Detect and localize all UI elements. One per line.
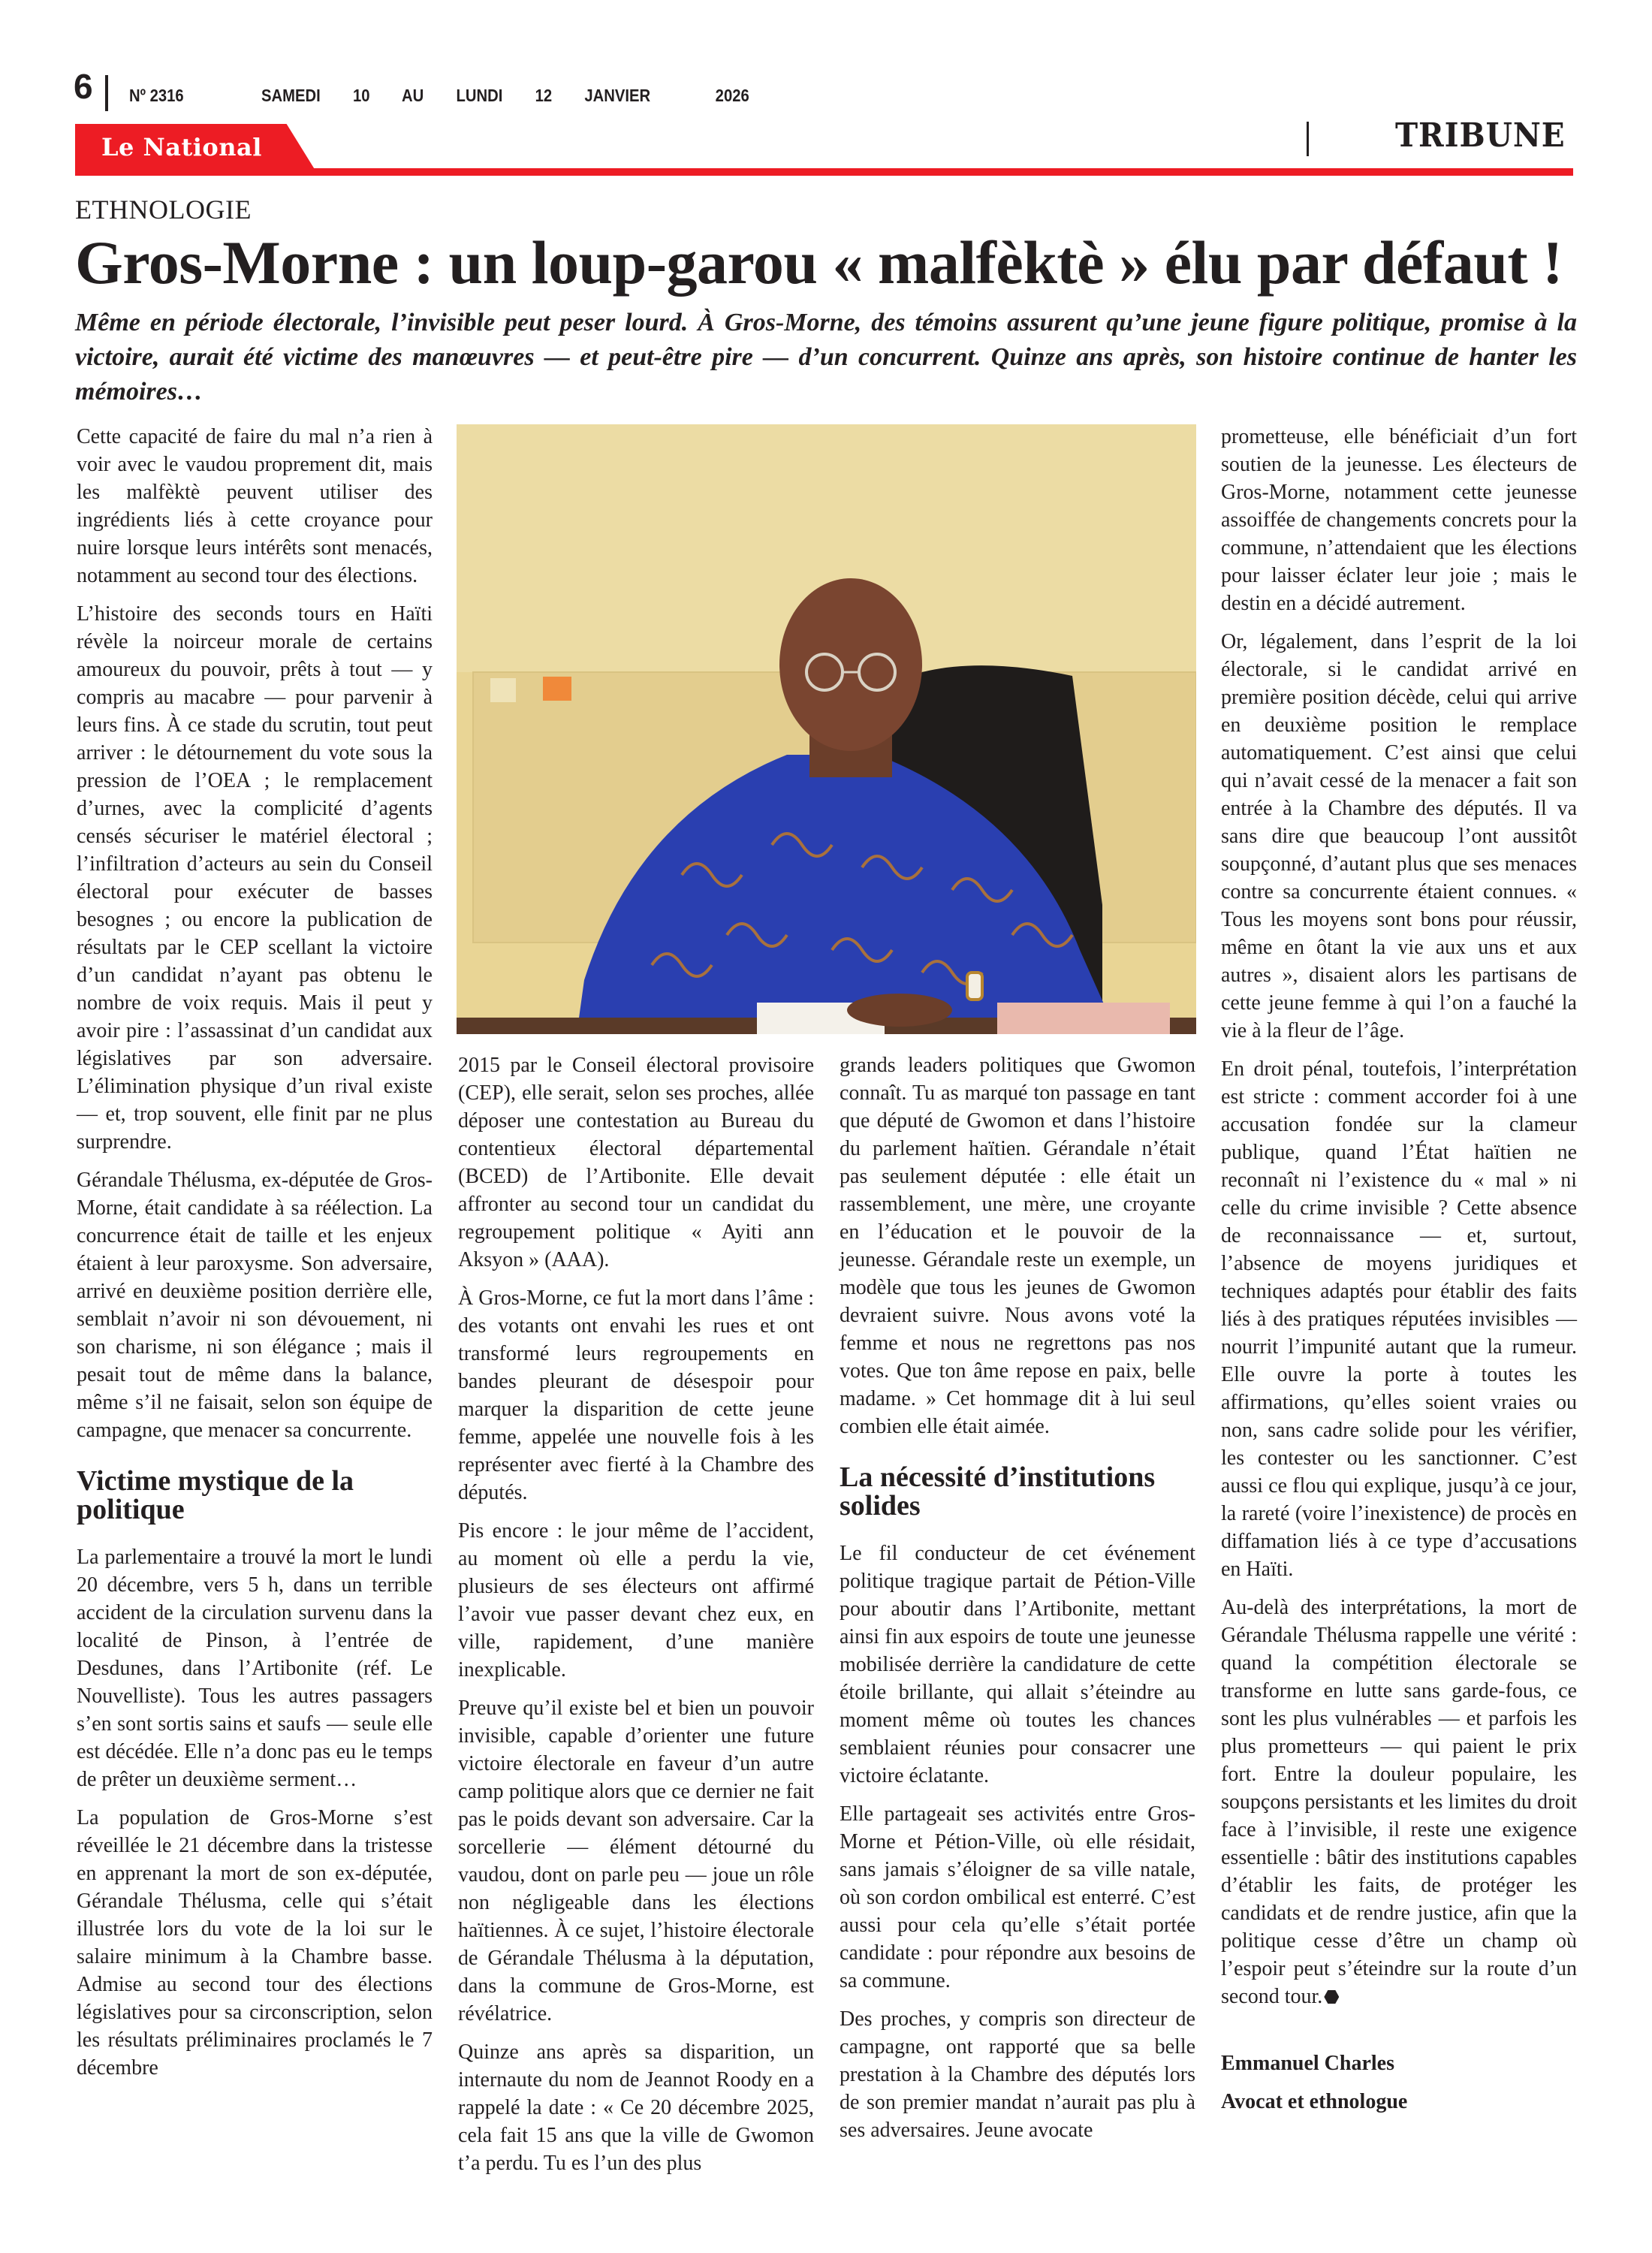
paragraph: Elle partageait ses activités entre Gros-Morne et Pétion-Ville, où elle résidait, sans jamais s’éloigner de sa ville natale, où son cordon ombilical est enterré. C’est aussi pour cela qu’elle s’était portée candidate : pour répondre aux besoins de sa commune. — [840, 1802, 1195, 1992]
paragraph: La population de Gros-Morne s’est réveillée le 21 décembre dans la tristesse en apprenant la mort de son ex-députée, Gérandale Thélusma, celle qui s’était illustrée lors du vote de la loi sur le salaire minimum à la Chambre basse. Admise au second tour des élections législatives pour sa circonscription, selon les résultats préliminaires proclamés le 7 décembre — [77, 1806, 433, 2080]
page-number: 6 — [74, 67, 93, 106]
column-4 — [1221, 423, 1577, 2126]
sticky-note — [543, 677, 571, 701]
page-number-divider — [105, 75, 108, 111]
paragraph: Cette capacité de faire du mal n’a rien à voir avec le vaudou proprement dit, mais les malfèktè peuvent utiliser des ingrédients liés à cette croyance pour nuire lorsque leurs intérêts sont menacés, notamment au second tour des élections. — [77, 425, 433, 587]
paragraph: Pis encore : le jour même de l’accident, au moment où elle a perdu la vie, plusieurs de ses électeurs ont affirmé l’avoir vue passer devant chez eux, en ville, rapidement, d’une manière inexplicable. — [458, 1519, 814, 1681]
paragraph: Quinze ans après sa disparition, un internaute du nom de Jeannot Roody en a rappelé la date : « Ce 20 décembre 2025, cela fait 15 ans que la ville de Gwomon t’a perdu. Tu es l’un des plus — [458, 2040, 814, 2175]
paragraph: En droit pénal, toutefois, l’interprétation est stricte : comment accorder foi à une accusation fondée sur la clameur publique, quand l’État haïtien ne reconnaît ni l’existence du « mal » ni celle du crime invisible ? Cette absence de reconnaissance — et, surtout, l’absence de moyens juridiques et techniques adaptés pour établir des faits liés à des pratiques réputées invisibles — nourrit l’impunité autant que la rumeur. Elle ouvre la porte à toutes les affirmations, qu’elles soient vraies ou non, sans cadre solide pour les vérifier, les contester ou les sanctionner. C’est aussi ce flou qui explique, jusqu’à ce jour, la rareté (voire l’inexistence) de procès en diffamation liés à ce type d’accusations en Haïti. — [1221, 1057, 1577, 1581]
subheading: Victime mystique de la politique — [77, 1465, 354, 1525]
paragraph: La parlementaire a trouvé la mort le lundi 20 décembre, vers 5 h, dans un terrible accident de la circulation survenu dans la localité de Pinson, à l’entrée de Desdunes, dans l’Artibonite (réf. Le Nouvelliste). Tous les autres passagers s’en sont sortis sains et saufs — seule elle est décédée. Elle n’a donc pas eu le temps de prêter un deuxième serment… — [77, 1546, 433, 1791]
column-3 — [840, 1051, 1195, 2155]
paragraph: Or, légalement, dans l’esprit de la loi électorale, si le candidat arrivé en première position décède, celui qui arrive en deuxième position le remplace automatiquement. C’est ainsi que celui qui n’avait cessé de la menacer a fait son entrée à la Chambre des députés. Il va sans dire que beaucoup l’ont aussitôt soupçonné, d’autant plus que ses menaces contre sa concurrente étaient connues. « Tous les moyens sont bons pour réussir, même en ôtant la vie aux uns et aux autres », disaient alors les partisans de cette jeune femme à qui l’on a fauché la vie à la fleur de l’âge. — [1221, 630, 1577, 1042]
article-headline: Gros-Morne : un loup-garou « malfèktè » élu par défaut ! — [75, 228, 1563, 297]
article-standfirst: Même en période électorale, l’invisible peut peser lourd. À Gros-Morne, des témoins assurent qu’une jeune figure politique, promise à la victoire, aurait été victime des manœuvres — et peut-être pire — d’un concurrent. Quinze ans après, son histoire continue de hanter les mémoires… — [75, 309, 1577, 406]
paragraph: 2015 par le Conseil électoral provisoire (CEP), elle serait, selon ses proches, allée déposer une contestation au Bureau du contentieux électoral départemental (BCED) de l’Artibonite. Elle devait affronter au second tour un candidat du regroupement politique « Ayiti ann Aksyon » (AAA). — [458, 1054, 814, 1271]
issue-date: SAMEDI 10 AU LUNDI 12 JANVIER 2026 — [261, 86, 749, 105]
author-role: Avocat et ethnologue — [1221, 2090, 1408, 2113]
header-rule — [75, 168, 1573, 176]
paragraph-text: Au-delà des interprétations, la mort de Gérandale Thélusma rappelle une vérité : quand la compétition électorale se transforme en lutte sans garde-fous, ce sont les plus vulnérables — et parfois les plus prometteurs — qui paient le prix fort. Entre la douleur populaire, les soupçons persistants et les limites du droit face à l’invisible, il reste une exigence essentielle : bâtir des institutions capables d’établir les faits, de protéger les candidats et de rendre justice, afin que la politique cesse d’être un champ où l’espoir peut s’éteindre sur la route d’un second tour. — [1221, 1596, 1577, 2008]
newspaper-logo: Le National — [101, 133, 262, 161]
article-photo — [457, 424, 1196, 1034]
section-label: TRIBUNE — [1395, 116, 1566, 155]
article-kicker: ETHNOLOGIE — [75, 195, 252, 225]
end-of-article-icon — [1324, 1989, 1339, 2004]
subheading: La nécessité d’institutions solides — [840, 1461, 1156, 1522]
portrait-photo-illustration — [457, 424, 1196, 1034]
author-name: Emmanuel Charles — [1221, 2052, 1394, 2075]
paragraph: À Gros-Morne, ce fut la mort dans l’âme : des votants ont envahi les rues et ont transformé leurs regroupements en bandes pleurant de désespoir pour marquer la disparition de cette jeune femme, appelée une nouvelle fois à les représenter avec fierté à la Chambre des députés. — [458, 1286, 814, 1504]
paragraph: Des proches, y compris son directeur de campagne, ont rapporté que sa belle prestation à la Chambre des députés lors de son premier mandat n’aurait pas plu à ses adversaires. Jeune avocate — [840, 2007, 1195, 2142]
paragraph: Le fil conducteur de cet événement politique tragique partait de Pétion-Ville pour aboutir dans l’Artibonite, mettant ainsi fin aux espoirs de toute une jeunesse mobilisée derrière la candidature de cette étoile brillante, qui allait s’éteindre au moment même où toutes les chances semblaient réunies pour consacrer une victoire éclatante. — [840, 1542, 1195, 1787]
final-paragraph — [1221, 1594, 1577, 2010]
column-1 — [77, 423, 433, 2092]
paragraph: Preuve qu’il existe bel et bien un pouvoir invisible, capable d’orienter une future victoire électorale en faveur d’un autre camp politique alors que ce dernier ne fait pas le poids devant son adversaire. Car la sorcellerie — élément détourné du vaudou, dont on parle peu — joue un rôle non négligeable dans les élections haïtiennes. À ce sujet, l’histoire électorale de Gérandale Thélusma à la députation, dans la commune de Gros-Morne, est révélatrice. — [458, 1697, 814, 2025]
paragraph: L’histoire des seconds tours en Haïti révèle la noirceur morale de certains amoureux du pouvoir, prêts à tout — y compris au macabre — pour parvenir à leurs fins. À ce stade du scrutin, tout peut arriver : le détournement du vote sous la pression de l’OEA ; le remplacement d’urnes, avec la complicité d’agents censés sécuriser le matériel électoral ; l’infiltration d’acteurs au sein du Conseil électoral pour exécuter de basses besognes ; ou encore la publication de résultats par le CEP scellant la victoire d’un candidat n’ayant pas obtenu le nombre de voix requis. Mais il peut y avoir pire : l’assassinat d’un candidat aux législatives par son adversaire. L’élimination physique d’un rival existe — et, trop souvent, elle finit par ne plus surprendre. — [77, 602, 433, 1154]
paragraph: Gérandale Thélusma, ex-députée de Gros-Morne, était candidate à sa réélection. La concurrence était de taille et les enjeux étaient à leur paroxysme. Son adversaire, arrivé en deuxième position derrière elle, semblait n’avoir ni son dévouement, ni son charisme, ni son élégance ; mais il pesait tout de même dans la balance, même s’il ne faisait, selon son équipe de campagne, que menacer sa concurrente. — [77, 1169, 433, 1442]
issue-number: Nº 2316 — [129, 86, 184, 105]
section-divider — [1307, 122, 1309, 156]
column-2 — [458, 1051, 814, 2188]
paragraph: grands leaders politiques que Gwomon connaît. Tu as marqué ton passage en tant que député de Gwomon et dans l’histoire du parlement haïtien. Gérandale n’était pas seulement députée : elle était un rassemblement, une mère, une croyante en l’éducation et le pouvoir de la jeunesse. Gérandale reste un exemple, un modèle que tous les jeunes de Gwomon devraient suivre. Nous avons voté la femme et nous ne regrettons pas nos votes. Que ton âme repose en paix, belle madame. » Cet hommage dit à lui seul combien elle était aimée. — [840, 1054, 1195, 1438]
paragraph: prometteuse, elle bénéficiait d’un fort soutien de la jeunesse. Les électeurs de Gros-Morne, notamment cette jeunesse assoiffée de changements concrets pour la commune, n’attendaient que les élections pour laisser éclater leur joie ; mais le destin en a décidé autrement. — [1221, 425, 1577, 615]
